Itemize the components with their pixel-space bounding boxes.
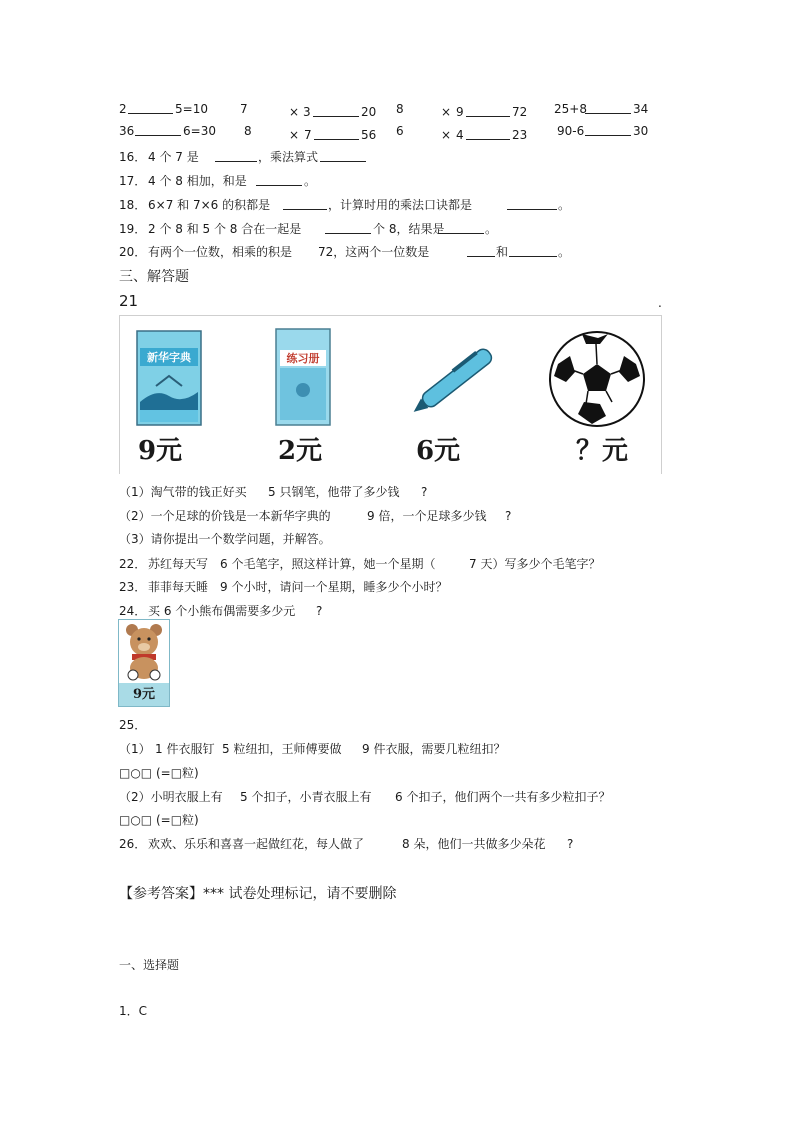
question-text: . [658, 296, 662, 310]
section-heading: 一、选择题 [119, 958, 180, 972]
sub-question: 5 只钢笔，他带了多少钱 [268, 485, 400, 499]
question-number: 26． [119, 837, 147, 851]
question-number: 24． [119, 604, 147, 618]
sub-question: （2）小明衣服上有 [119, 790, 223, 804]
times-sign: × [289, 128, 300, 142]
question-number: 16． [119, 150, 147, 164]
question-number: 23． [119, 580, 147, 594]
question-text: 4 个 7 是 [148, 150, 199, 164]
answer-blank[interactable] [320, 150, 366, 162]
picture-strip [119, 315, 662, 474]
question-text: 。 [485, 222, 498, 236]
answer-blank[interactable] [314, 128, 359, 140]
answer-blank[interactable] [128, 102, 173, 114]
question-text: 6 个毛笔字，照这样计算，她一个星期（ [220, 557, 436, 571]
times-sign: × [289, 105, 300, 119]
teddy-bear-icon [119, 620, 169, 682]
sub-question: （2）一个足球的价钱是一本新华字典的 [119, 509, 331, 523]
calc-text: 7 [304, 128, 312, 142]
sub-question: 9 件衣服，需要几粒纽扣？ [362, 742, 506, 756]
sub-question: 5 个扣子，小青衣服上有 [240, 790, 372, 804]
answer-blank[interactable] [325, 222, 371, 234]
question-text: 72，这两个一位数是 [318, 245, 430, 259]
question-text: 8 朵，他们一共做多少朵花 [402, 837, 546, 851]
formula-frame[interactable]: □○□ (=□粒) [119, 766, 199, 780]
times-sign: × [441, 105, 452, 119]
calc-text: 6=30 [183, 124, 216, 138]
answer-blank[interactable] [466, 128, 510, 140]
calc-text: 72 [512, 105, 528, 119]
calc-text: 9 [456, 105, 464, 119]
sub-question: ? [421, 485, 428, 499]
answer-blank[interactable] [283, 198, 327, 210]
calc-text: 56 [361, 128, 377, 142]
answer-blank[interactable] [135, 124, 181, 136]
question-number: 21 [119, 292, 139, 310]
answer-blank[interactable] [507, 198, 557, 210]
item-soccer-ball [548, 330, 646, 428]
question-text: ? [567, 837, 574, 851]
sub-question: 5 粒纽扣，王师傅要做 [222, 742, 342, 756]
question-text: 个 8，结果是 [373, 222, 445, 236]
question-text: 9 个小时，请问一个星期，睡多少个小时？ [220, 580, 448, 594]
question-text: 买 6 个小熊布偶需要多少元 [148, 604, 296, 618]
dictionary-label: 新华字典 [147, 351, 191, 364]
answer-blank[interactable] [256, 174, 302, 186]
answer-blank[interactable] [509, 245, 557, 257]
calc-text: 8 [244, 124, 252, 138]
question-number: 17． [119, 174, 147, 188]
sub-question: 1 件衣服钉 [155, 742, 215, 756]
question-text: ，计算时用的乘法口诀都是 [328, 198, 473, 212]
calc-text: 34 [633, 102, 649, 116]
question-number: 19． [119, 222, 147, 236]
pen-icon [398, 330, 516, 426]
price-pen: 6元 [416, 436, 461, 466]
price-soccer-ball: ？元 [576, 436, 629, 466]
answer-blank[interactable] [215, 150, 257, 162]
sub-question: （1）淘气带的钱正好买 [119, 485, 247, 499]
calc-text: 4 [456, 128, 464, 142]
question-text: 欢欢、乐乐和喜喜一起做红花，每人做了 [148, 837, 365, 851]
question-number: 25． [119, 718, 147, 732]
answer-key-header: 【参考答案】*** 试卷处理标记，请不要删除 [119, 886, 397, 902]
workbook-label: 练习册 [286, 352, 320, 365]
section-heading: 三、解答题 [119, 269, 189, 285]
answer-item: 1．C [119, 1004, 148, 1018]
soccer-ball-icon [548, 330, 646, 428]
question-text: 4 个 8 相加，和是 [148, 174, 247, 188]
calc-text: 36 [119, 124, 135, 138]
question-text: 菲菲每天睡 [148, 580, 209, 594]
bear-price: 9元 [119, 683, 169, 706]
times-sign: × [441, 128, 452, 142]
price-dictionary: 9元 [138, 436, 183, 466]
question-text: 有两个一位数，相乘的积是 [148, 245, 293, 259]
question-text: 苏红每天写 [148, 557, 209, 571]
question-text: 和 [496, 245, 509, 259]
calc-text: 23 [512, 128, 528, 142]
workbook-icon [275, 328, 331, 426]
question-number: 20． [119, 245, 147, 259]
dictionary-icon [136, 330, 202, 426]
item-pen [398, 330, 516, 426]
question-text: 。 [558, 198, 571, 212]
question-text: 。 [304, 174, 317, 188]
calc-text: 5=10 [175, 102, 208, 116]
question-text: 。 [558, 245, 571, 259]
formula-frame[interactable]: □○□ (=□粒) [119, 813, 199, 827]
item-workbook [275, 328, 331, 426]
answer-blank[interactable] [466, 105, 510, 117]
question-text: ，乘法算式 [258, 150, 319, 164]
sub-question: （1） [119, 742, 151, 756]
answer-blank[interactable] [467, 245, 495, 257]
calc-text: 3 [303, 105, 311, 119]
calc-text: 2 [119, 102, 127, 116]
answer-blank[interactable] [585, 124, 631, 136]
sub-question: （3）请你提出一个数学问题，并解答。 [119, 532, 331, 546]
answer-blank[interactable] [313, 105, 359, 117]
calc-text: 25+8 [554, 102, 587, 116]
question-text: 7 天）写多少个毛笔字？ [469, 557, 601, 571]
question-number: 18． [119, 198, 147, 212]
calc-text: 90-6 [557, 124, 585, 138]
sub-question: ? [505, 509, 512, 523]
question-text: ? [316, 604, 323, 618]
sub-question: 6 个扣子，他们两个一共有多少粒扣子？ [395, 790, 611, 804]
item-dictionary [136, 330, 202, 426]
calc-text: 8 [396, 102, 404, 116]
question-text: 6×7 和 7×6 的积都是 [148, 198, 271, 212]
answer-blank[interactable] [438, 222, 484, 234]
answer-blank[interactable] [585, 102, 631, 114]
price-workbook: 2元 [278, 436, 323, 466]
question-text: 2 个 8 和 5 个 8 合在一起是 [148, 222, 302, 236]
calc-text: 30 [633, 124, 649, 138]
calc-text: 20 [361, 105, 377, 119]
calc-text: 6 [396, 124, 404, 138]
sub-question: 9 倍，一个足球多少钱 [367, 509, 487, 523]
calc-text: 7 [240, 102, 248, 116]
question-number: 22． [119, 557, 147, 571]
teddy-bear-card [118, 619, 170, 707]
